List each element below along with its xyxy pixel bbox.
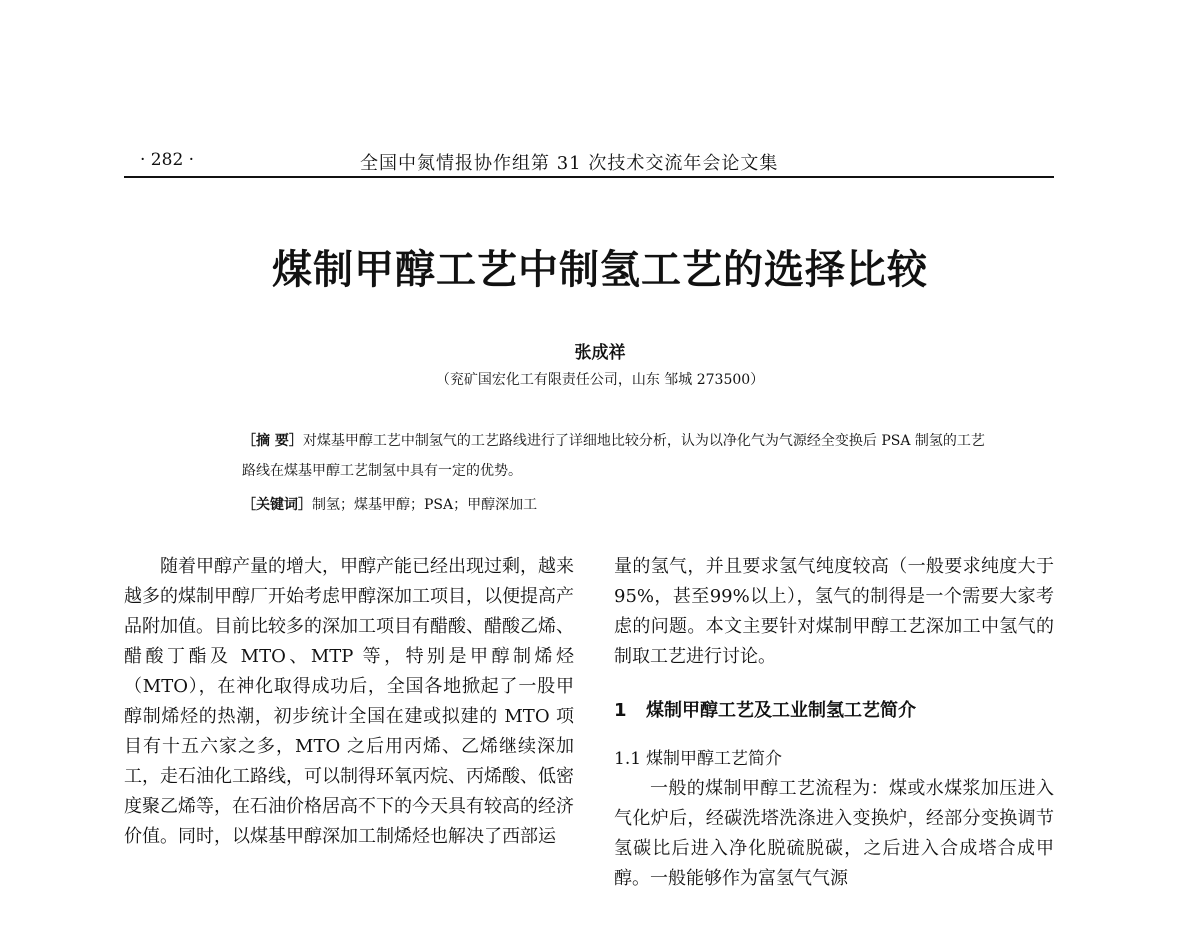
- header-rule: [124, 176, 1054, 178]
- body-column-right: [614, 552, 1054, 894]
- section-heading: [614, 696, 1054, 726]
- body-paragraph-intro: 随着甲醇产量的增大，甲醇产能已经出现过剩，越来越多的煤制甲醇厂开始考虑甲醇深加工项目，以便提高产品附加值。目前比较多的深加工项目有醋酸、醋酸乙烯、醋酸丁酯及 MTO、MTP 等，特别是甲醇制烯烃（MTO），在神化取得成功后，全国各地掀起了一股甲醇制烯烃的热潮，初步统计全国在建或拟建的 MTO 项目有十五六家之多，MTO 之后用丙烯、乙烯继续深加工，走石油化工路线，可以制得环氧丙烷、丙烯酸、低密度聚乙烯等，在石油价格居高不下的今天具有较高的经济价值。同时，以煤基甲醇深加工制烯烃也解决了西部运: [124, 556, 574, 847]
- body-paragraph-continued: 量的氢气，并且要求氢气纯度较高（一般要求纯度大于95%，甚至99%以上），氢气的制得是一个需要大家考虑的问题。本文主要针对煤制甲醇工艺深加工中氢气的制取工艺进行讨论。: [614, 556, 1054, 667]
- section-title: 煤制甲醇工艺及工业制氢工艺简介: [646, 700, 916, 721]
- body-paragraph-process: 一般的煤制甲醇工艺流程为：煤或水煤浆加压进入气化炉后，经碳洗塔洗涤进入变换炉，经部分变换调节氢碳比后进入净化脱硫脱碳，之后进入合成塔合成甲醇。一般能够作为富氢气气源: [614, 778, 1054, 889]
- abstract-body: [196, 426, 996, 486]
- page-number: · 282 ·: [140, 150, 195, 170]
- abstract-text: 对煤基甲醇工艺中制氢气的工艺路线进行了详细地比较分析，认为以净化气为气源经全变换后 PSA 制氢的工艺路线在煤基甲醇工艺制氢中具有一定的优势。: [242, 433, 985, 479]
- keywords-label: ［关键词］: [242, 497, 312, 513]
- author-name: 张成祥: [574, 343, 626, 363]
- subsection-heading: [614, 744, 1054, 774]
- paper-title: 煤制甲醇工艺中制氢工艺的选择比较: [272, 246, 928, 293]
- abstract: [196, 426, 996, 486]
- section-number: 1: [614, 700, 627, 721]
- subsection-number: 1.1: [614, 749, 642, 769]
- keywords-text: 制氢；煤基甲醇；PSA；甲醇深加工: [312, 497, 538, 513]
- body-column-left: [124, 552, 574, 852]
- keywords: [242, 494, 537, 514]
- abstract-label: ［摘 要］: [242, 433, 303, 449]
- running-head: 全国中氮情报协作组第 31 次技术交流年会论文集: [360, 153, 779, 174]
- subsection-title: 煤制甲醇工艺简介: [646, 749, 782, 769]
- author-affiliation: （兖矿国宏化工有限责任公司，山东 邹城 273500）: [435, 372, 765, 388]
